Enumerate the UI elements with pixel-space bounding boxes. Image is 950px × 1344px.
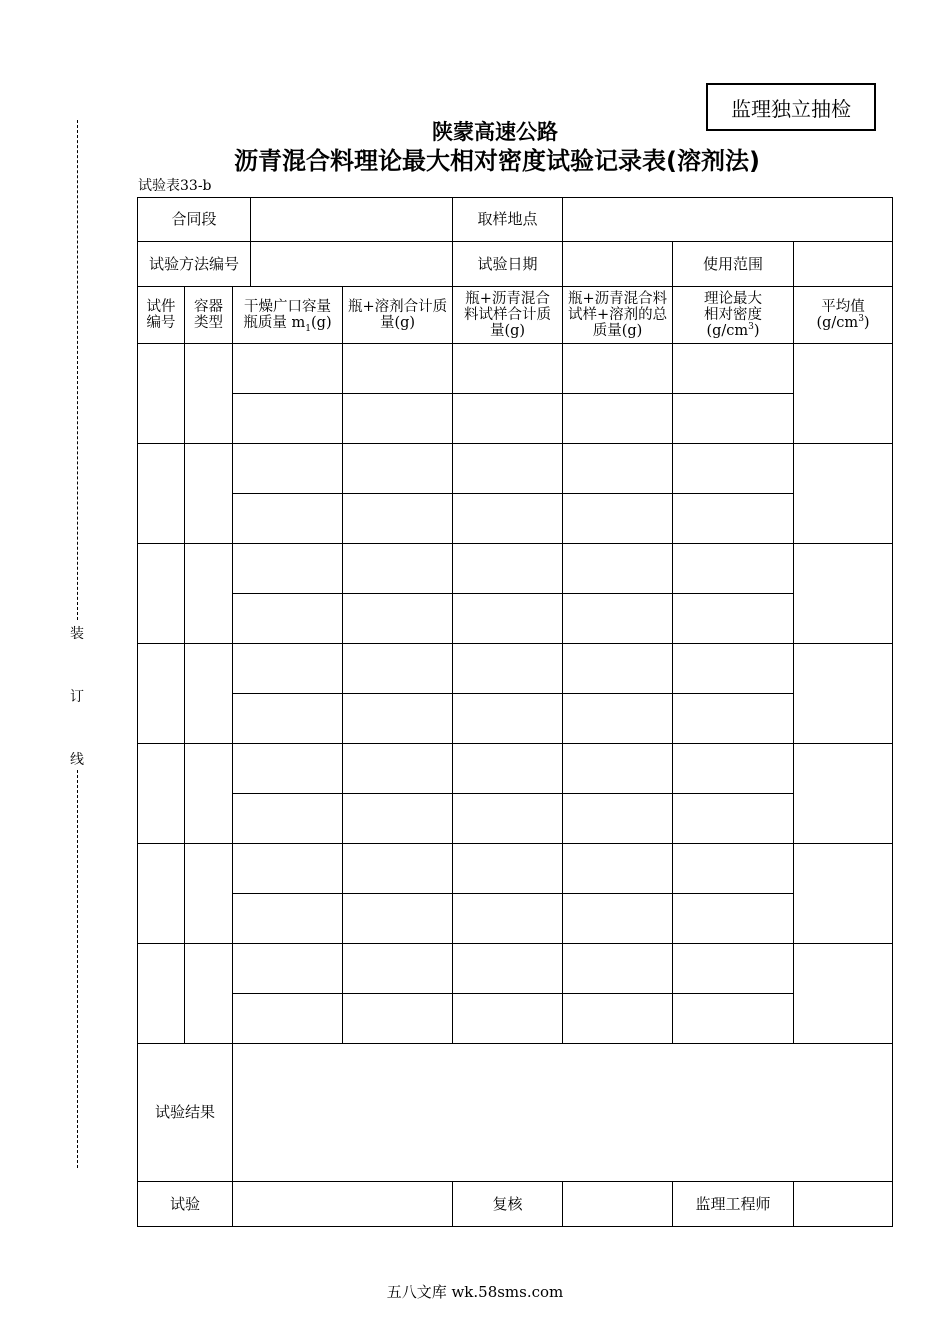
sampling-location-label: 取样地点 <box>453 198 563 242</box>
sampling-location-field[interactable] <box>563 198 893 242</box>
supervisor-label: 监理工程师 <box>673 1182 794 1227</box>
method-code-field[interactable] <box>251 242 453 287</box>
footer-watermark: 五八文库 wk.58sms.com <box>386 1283 564 1301</box>
specimen-row <box>138 444 893 494</box>
col-dry-flask-mass: 干燥广口容量 瓶质量 $m_1(g)$ <box>233 287 343 344</box>
col-theoretical-max-density: 理论最大 相对密度 $(g/cm^3)$ <box>673 287 794 344</box>
reviewer-field[interactable] <box>563 1182 673 1227</box>
col-flask-sample-solvent-mass: 瓶+沥青混合料 试样+溶剂的总 质量(g) <box>563 287 673 344</box>
binding-line-top <box>77 120 78 620</box>
scope-field[interactable] <box>794 242 893 287</box>
binding-line-bottom <box>77 770 78 1168</box>
binding-char: 订 <box>70 689 84 705</box>
binding-char: 线 <box>70 752 84 768</box>
result-label: 试验结果 <box>138 1044 233 1182</box>
specimen-row <box>138 494 893 544</box>
test-date-field[interactable] <box>563 242 673 287</box>
method-code-label: 试验方法编号 <box>138 242 251 287</box>
page-title: 沥青混合料理论最大相对密度试验记录表(溶剂法) <box>234 147 760 175</box>
specimen-row <box>138 844 893 894</box>
record-table <box>137 197 893 1227</box>
test-date-label: 试验日期 <box>453 242 563 287</box>
result-field[interactable] <box>233 1044 893 1182</box>
contract-section-field[interactable] <box>251 198 453 242</box>
specimen-row <box>138 544 893 594</box>
supervision-stamp: 监理独立抽检 <box>706 83 876 131</box>
specimen-row <box>138 744 893 794</box>
scope-label: 使用范围 <box>673 242 794 287</box>
form-number: 试验表33-b <box>138 178 212 194</box>
col-container-type: 容器 类型 <box>185 287 233 344</box>
specimen-row <box>138 944 893 994</box>
tester-label: 试验 <box>138 1182 233 1227</box>
col-specimen-no: 试件 编号 <box>138 287 185 344</box>
tester-field[interactable] <box>233 1182 453 1227</box>
contract-section-label: 合同段 <box>138 198 251 242</box>
specimen-row <box>138 694 893 744</box>
binding-char: 装 <box>70 626 84 642</box>
project-name: 陕蒙高速公路 <box>432 120 558 144</box>
col-average: 平均值 $(g/cm^3)$ <box>794 287 893 344</box>
col-flask-solvent-mass: 瓶+溶剂合计质 量(g) <box>343 287 453 344</box>
specimen-row <box>138 794 893 844</box>
specimen-row <box>138 394 893 444</box>
specimen-row <box>138 994 893 1044</box>
specimen-row <box>138 344 893 394</box>
reviewer-label: 复核 <box>453 1182 563 1227</box>
specimen-row <box>138 894 893 944</box>
supervisor-field[interactable] <box>794 1182 893 1227</box>
specimen-row <box>138 644 893 694</box>
col-flask-sample-mass: 瓶+沥青混合 料试样合计质 量(g) <box>453 287 563 344</box>
specimen-row <box>138 594 893 644</box>
